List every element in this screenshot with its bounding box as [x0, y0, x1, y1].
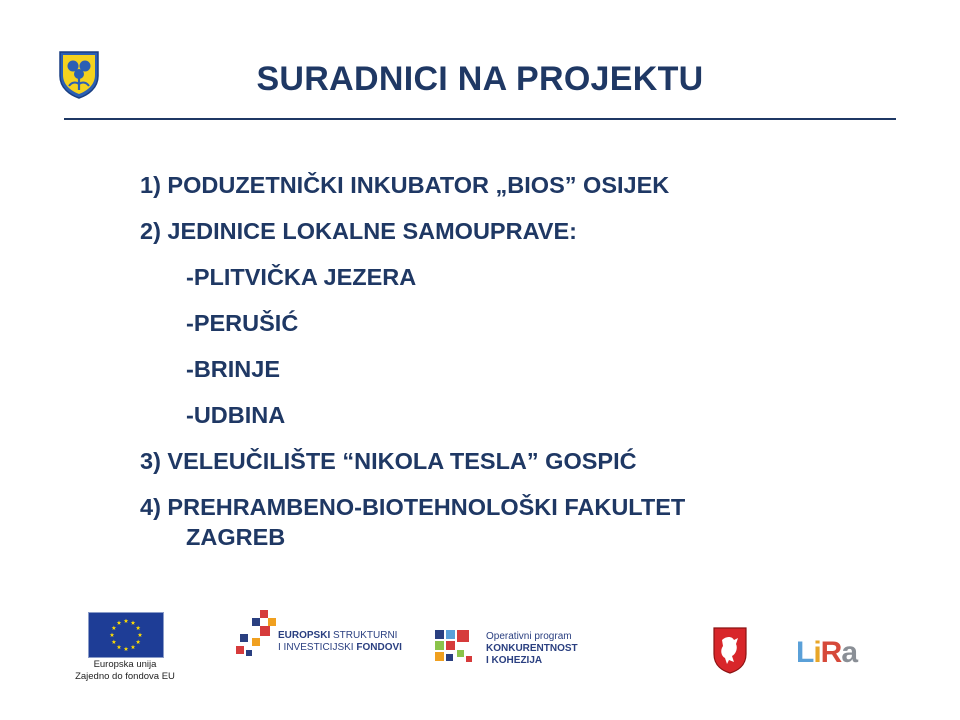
list-subitem-perusic: -PERUŠIĆ	[186, 310, 299, 336]
page-title: SURADNICI NA PROJEKTU	[256, 60, 704, 98]
list-subitem-brinje: -BRINJE	[186, 356, 281, 382]
list-item-4-line1: 4) PREHRAMBENO-BIOTEHNOLOŠKI FAKULTET	[140, 494, 686, 520]
esif-line1-rest: STRUKTURNI	[330, 630, 398, 641]
eu-caption-line1: Europska unija	[93, 659, 157, 670]
list-item-4	[140, 492, 860, 552]
esif-line2-rest: I INVESTICIJSKI	[278, 642, 357, 653]
red-shield-crest-icon	[712, 626, 748, 674]
list-item-3: 3) VELEUČILIŠTE “NIKOLA TESLA” GOSPIĆ	[140, 448, 637, 474]
list-item-1: 1) PODUZETNIČKI INKUBATOR „BIOS” OSIJEK	[140, 172, 670, 198]
opk-squares-logo-icon	[433, 628, 477, 668]
list-item-4-line2: ZAGREB	[186, 524, 286, 550]
esif-text	[278, 630, 402, 654]
opk-line2: KONKURENTNOST	[486, 643, 578, 654]
lira-letter-i: i	[813, 636, 821, 669]
eu-flag-icon	[88, 612, 164, 658]
esif-line2-bold: FONDOVI	[356, 642, 402, 653]
title-divider	[64, 118, 896, 120]
lira-logo	[796, 636, 857, 670]
collaborators-list	[140, 170, 860, 568]
list-subitem-plitvicka-jezera: -PLITVIČKA JEZERA	[186, 264, 417, 290]
lira-letter-a: a	[841, 636, 858, 669]
opk-text	[486, 631, 578, 667]
eu-caption-line2: Zajedno do fondova EU	[75, 671, 175, 682]
list-item-2: 2) JEDINICE LOKALNE SAMOUPRAVE:	[140, 218, 577, 244]
opk-line1: Operativni program	[486, 631, 572, 642]
lira-letter-r: R	[820, 636, 842, 669]
list-subitem-udbina: -UDBINA	[186, 402, 286, 428]
esif-line1-bold: EUROPSKI	[278, 630, 331, 641]
eu-caption	[62, 659, 188, 683]
lira-letter-l: L	[796, 636, 814, 669]
opk-line3: I KOHEZIJA	[486, 655, 543, 666]
